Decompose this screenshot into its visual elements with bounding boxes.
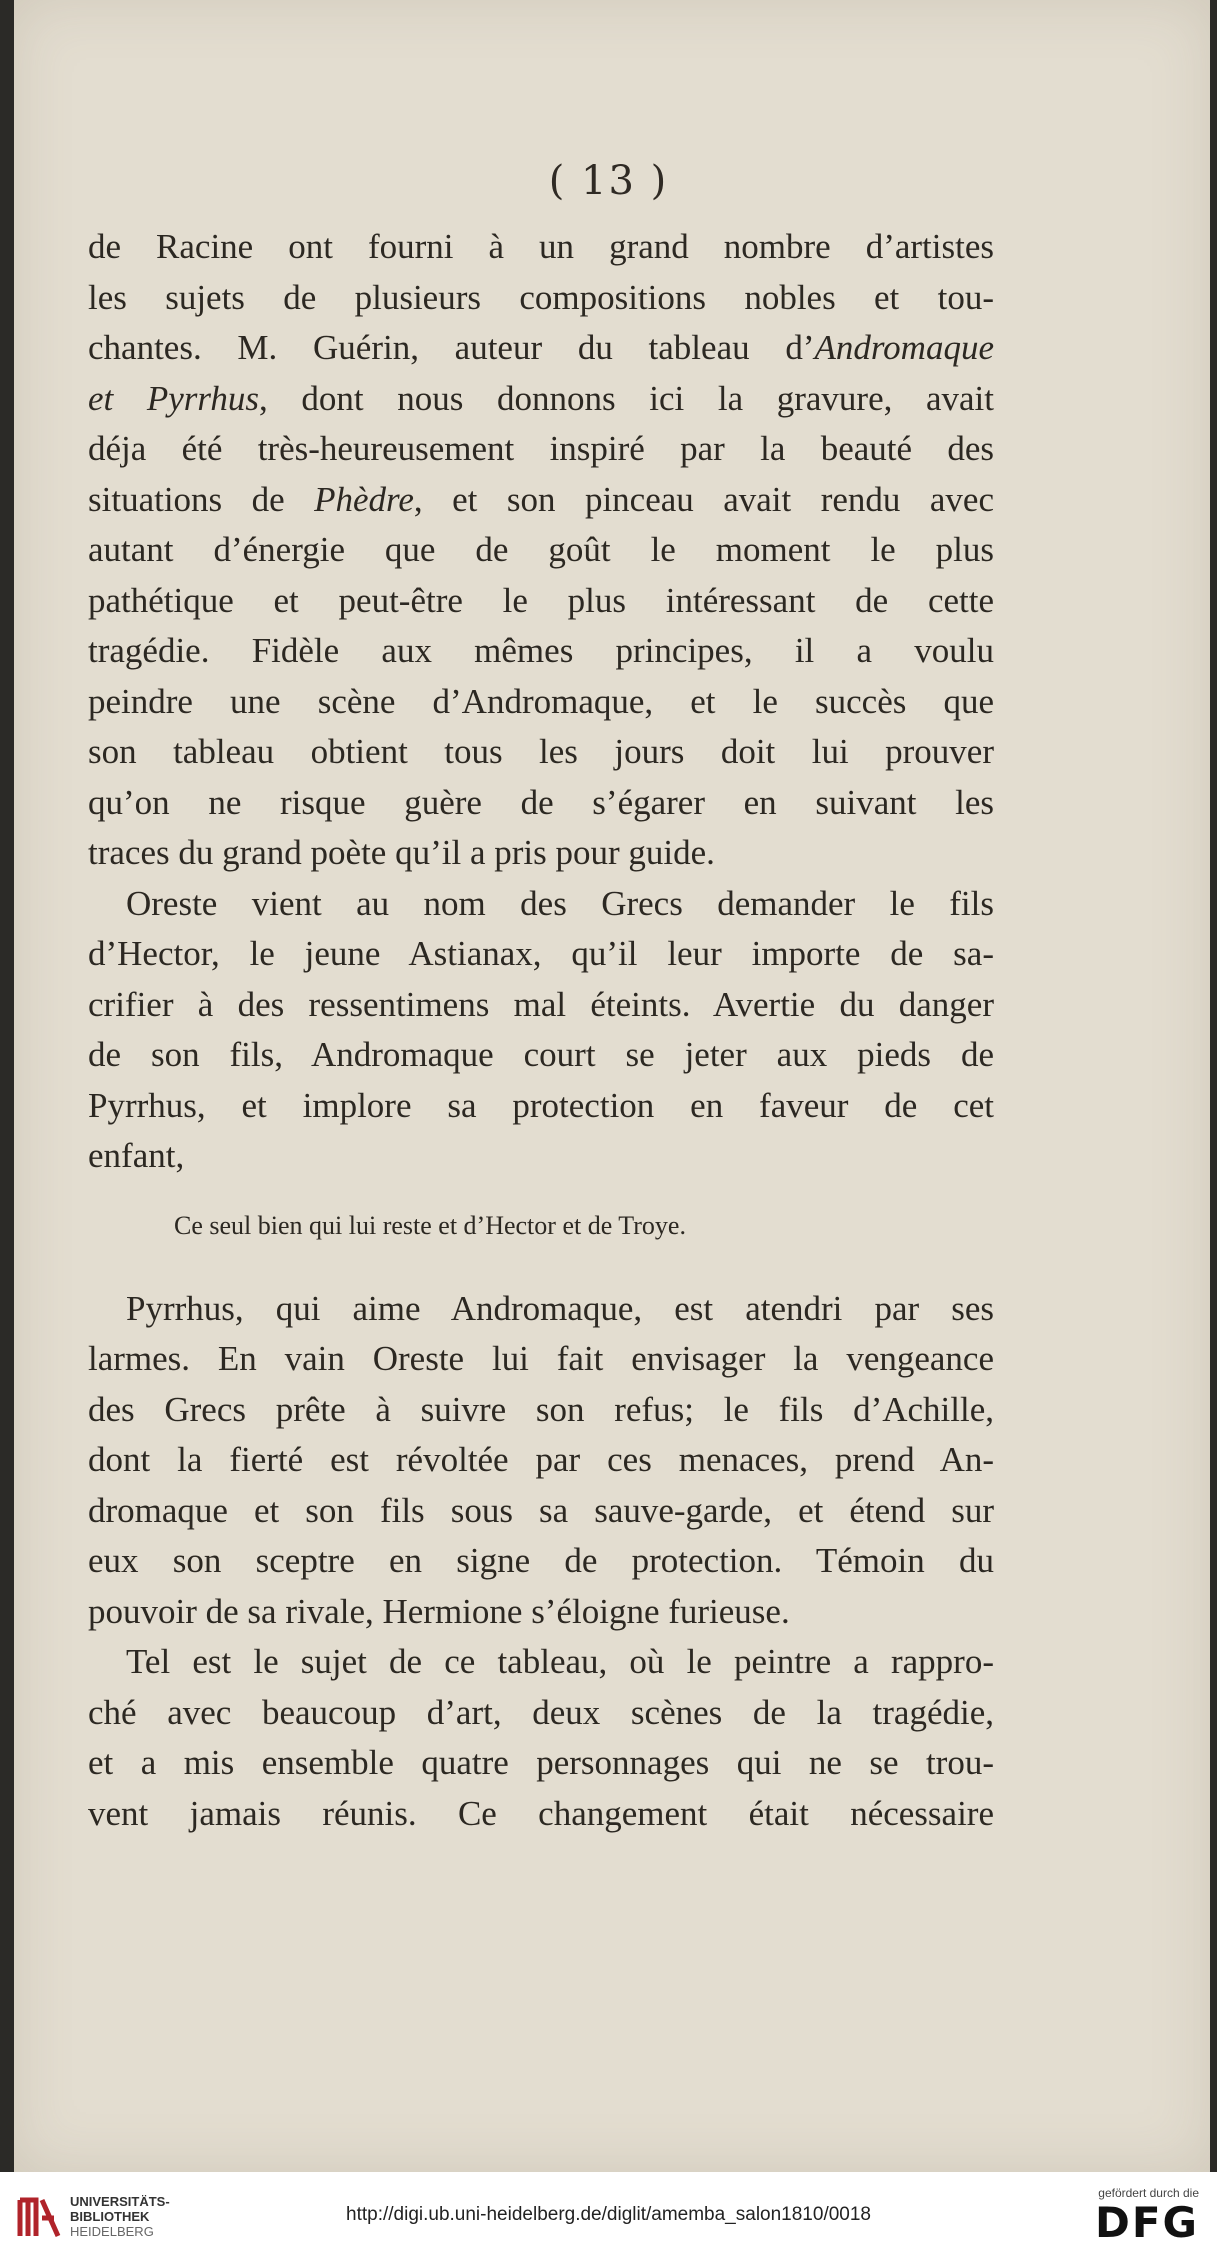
text-line <box>88 1637 994 1688</box>
text-line <box>88 879 994 930</box>
body-text <box>88 222 994 1839</box>
text-line <box>88 1486 994 1537</box>
text-segment: Pyrrhus, et implore sa protection en faveur de cet <box>88 1085 994 1125</box>
text-segment: situations de <box>88 479 315 519</box>
text-segment: Tel est le sujet de ce tableau, où le peintre a rappro- <box>126 1642 994 1681</box>
text-segment: vent jamais réunis. Ce changement était nécessaire <box>88 1793 994 1833</box>
text-line <box>88 778 994 829</box>
text-line <box>88 1334 994 1385</box>
text-line <box>88 980 994 1031</box>
text-line <box>88 929 994 980</box>
paragraph <box>88 1637 994 1839</box>
text-segment: son tableau obtient tous les jours doit lui prouver <box>88 732 994 771</box>
page-url-link[interactable]: http://digi.ub.uni-heidelberg.de/diglit/amemba_salon1810/0018 <box>346 2204 871 2225</box>
text-line <box>88 1385 994 1436</box>
text-segment: dromaque et son fils sous sa sauve-garde, et étend sur <box>88 1490 994 1530</box>
text-segment: dont la fierté est révoltée par ces menaces, prend An- <box>88 1440 994 1479</box>
text-line <box>88 727 994 778</box>
text-segment: et Pyrrhus <box>88 378 260 418</box>
text-segment: de Racine ont fourni à un grand nombre d’artistes <box>88 227 994 266</box>
paragraph <box>88 1284 994 1638</box>
verse-quote: Ce seul bien qui lui reste et d’Hector et de Troye. <box>174 1210 686 1240</box>
text-line <box>88 1789 994 1840</box>
library-name-line: HEIDELBERG <box>70 2224 154 2239</box>
text-segment: de son fils, Andromaque court se jeter aux pieds de <box>88 1035 994 1074</box>
text-line <box>88 1284 994 1335</box>
text-line <box>88 828 994 879</box>
paragraph <box>88 222 994 879</box>
text-line <box>88 1536 994 1587</box>
text-segment: , et son pinceau avait rendu avec <box>413 479 994 519</box>
text-line <box>88 677 994 728</box>
text-segment: peindre une scène d’Andromaque, et le succès que <box>88 681 994 721</box>
text-segment: Pyrrhus, qui aime Andromaque, est atendri par ses <box>126 1288 994 1328</box>
text-line <box>88 424 994 475</box>
text-segment: Oreste vient au nom des Grecs demander le fils <box>126 883 994 923</box>
text-line <box>88 273 994 324</box>
text-line <box>88 323 994 374</box>
dfg-logo[interactable]: DFG <box>1094 2198 1199 2247</box>
text-segment: ché avec beaucoup d’art, deux scènes de la tragédie, <box>88 1692 994 1732</box>
text-segment: Andromaque <box>814 328 994 367</box>
text-segment: des Grecs prête à suivre son refus; le fils d’Achille, <box>88 1389 994 1429</box>
text-line <box>88 1738 994 1789</box>
page-number: ( 13 ) <box>548 158 669 204</box>
text-segment: autant d’énergie que de goût le moment le plus <box>88 530 994 569</box>
text-segment: crifier à des ressentimens mal éteints. Avertie du danger <box>88 984 994 1024</box>
text-line <box>88 1587 994 1638</box>
text-segment: les sujets de plusieurs compositions nobles et tou- <box>88 277 994 317</box>
text-line <box>88 1081 994 1132</box>
library-name-line: UNIVERSITÄTS- <box>70 2194 170 2209</box>
text-line <box>88 1435 994 1486</box>
text-segment: tragédie. Fidèle aux mêmes principes, il a voulu <box>88 631 994 670</box>
text-segment: enfant, <box>88 1136 185 1175</box>
text-line <box>88 576 994 627</box>
text-line <box>88 1030 994 1081</box>
text-line <box>88 475 994 526</box>
text-segment: Phèdre <box>314 479 414 519</box>
text-line <box>88 1688 994 1739</box>
text-segment: et a mis ensemble quatre personnages qui ne se trou- <box>88 1743 994 1782</box>
text-segment: traces du grand poète qu’il a pris pour guide. <box>88 833 715 872</box>
text-segment: larmes. En vain Oreste lui fait envisager la vengeance <box>88 1339 994 1378</box>
funder-label: gefördert durch die <box>1098 2186 1199 2200</box>
text-line <box>88 222 994 273</box>
text-segment: , dont nous donnons ici la gravure, avait <box>259 378 994 418</box>
text-line <box>88 374 994 425</box>
text-segment: pouvoir de sa rivale, Hermione s’éloigne furieuse. <box>88 1591 790 1631</box>
text-line <box>88 626 994 677</box>
library-name-line: BIBLIOTHEK <box>70 2209 150 2224</box>
text-segment: déja été très-heureusement inspiré par la beauté des <box>88 429 994 468</box>
funder <box>1095 2186 1199 2246</box>
text-segment: d’Hector, le jeune Astianax, qu’il leur importe de sa- <box>88 934 994 973</box>
text-line <box>88 1131 994 1182</box>
text-segment: qu’on ne risque guère de s’égarer en suivant les <box>88 782 994 822</box>
viewer-footer <box>0 2172 1217 2261</box>
text-line <box>88 525 994 576</box>
text-segment: chantes. M. Guérin, auteur du tableau d’ <box>88 328 815 367</box>
text-segment: pathétique et peut-être le plus intéressant de cette <box>88 580 994 620</box>
text-segment: eux son sceptre en signe de protection. Témoin du <box>88 1541 994 1580</box>
paragraph <box>88 879 994 1182</box>
